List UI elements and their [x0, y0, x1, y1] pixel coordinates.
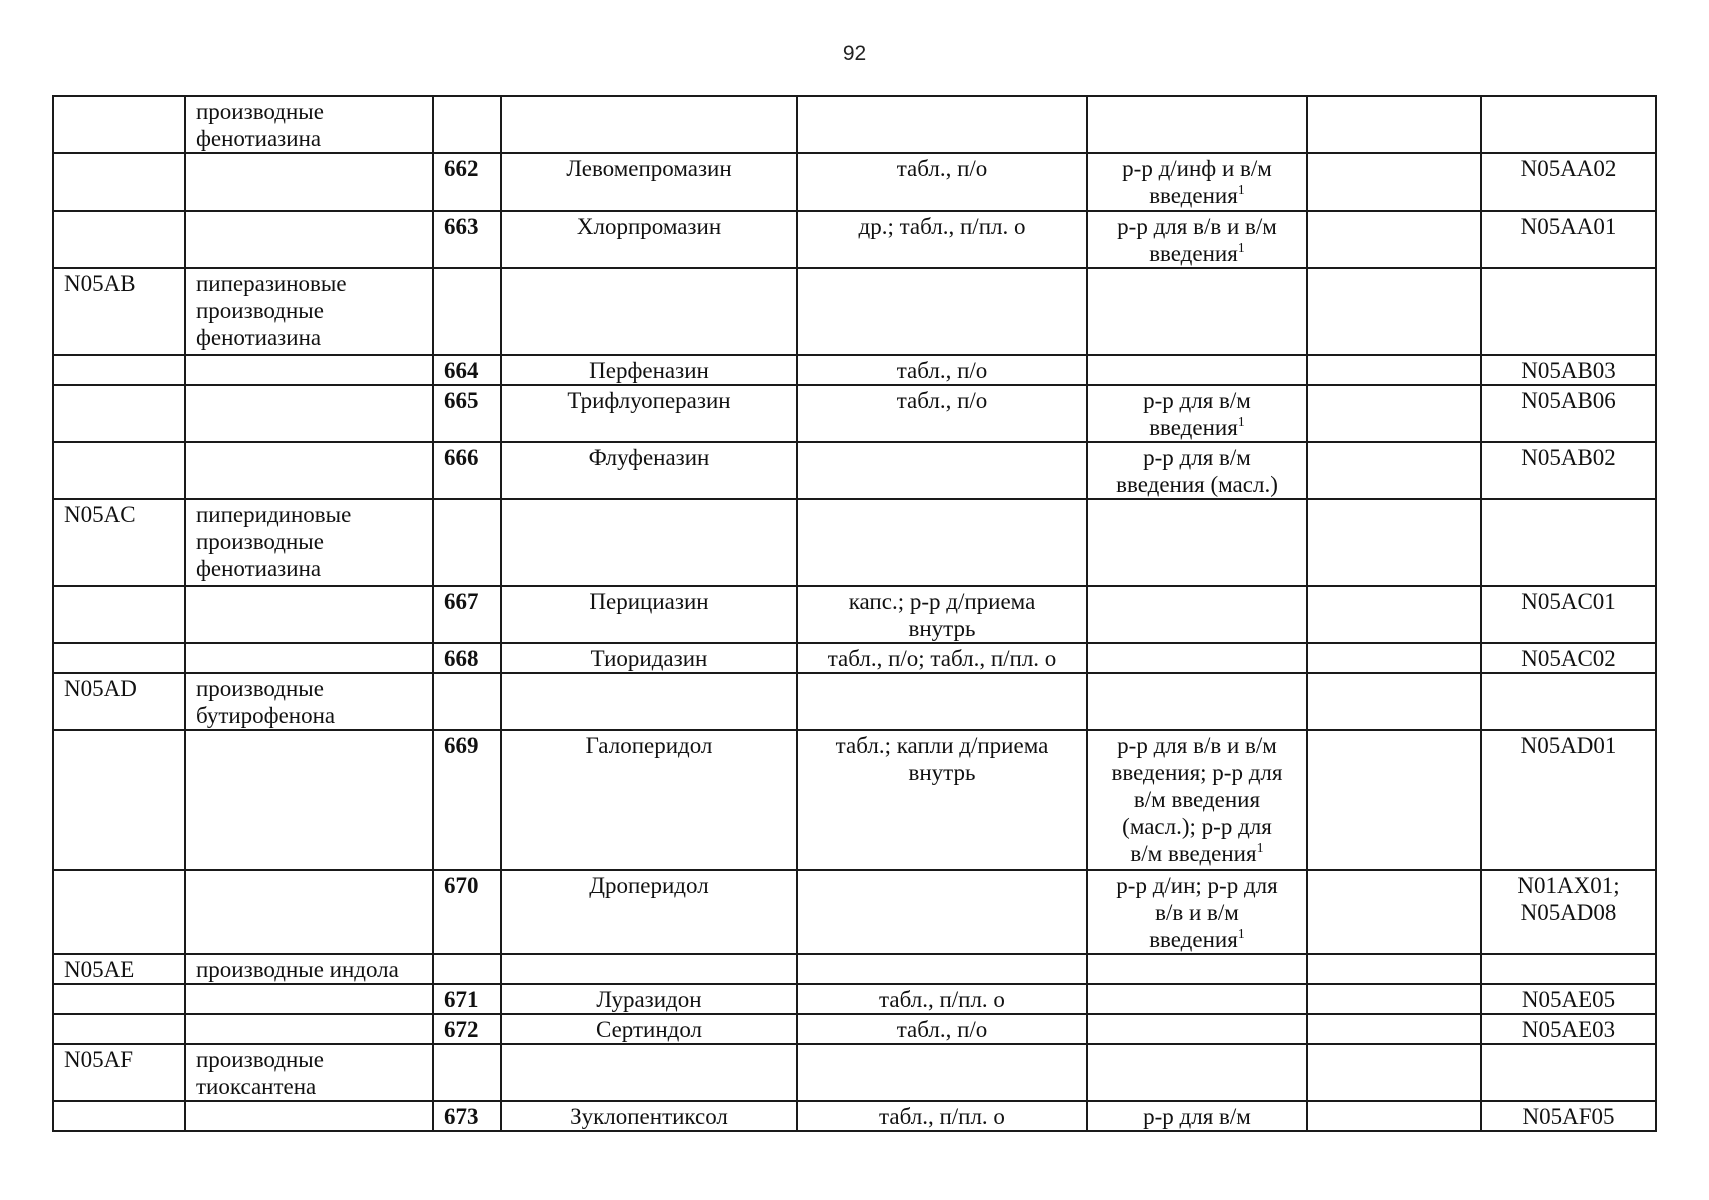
dosage-forms-cell	[797, 673, 1087, 730]
footnote-marker: 1	[1237, 241, 1245, 256]
dosage-forms-cell	[797, 870, 1087, 954]
atc-code-cell	[53, 96, 185, 153]
table-row	[53, 730, 1656, 870]
table-row	[53, 211, 1656, 268]
group-name-cell: производные фенотиазина	[185, 96, 433, 153]
item-number-cell	[433, 268, 501, 355]
item-number-cell: 667	[433, 586, 501, 643]
dosage-forms-cell: табл., п/о	[797, 355, 1087, 385]
table-body	[53, 96, 1656, 1131]
group-name-cell: производные тиоксантена	[185, 1044, 433, 1101]
injection-forms-cell	[1087, 1044, 1307, 1101]
extra-forms-cell	[1307, 1101, 1481, 1131]
injection-forms-cell	[1087, 1014, 1307, 1044]
group-name-cell	[185, 984, 433, 1014]
footnote-marker: 1	[1237, 927, 1245, 942]
item-number-cell: 670	[433, 870, 501, 954]
group-name-cell	[185, 1101, 433, 1131]
extra-forms-cell	[1307, 1044, 1481, 1101]
drug-name-cell: Перициазин	[501, 586, 797, 643]
table-row	[53, 499, 1656, 586]
injection-forms-cell	[1087, 954, 1307, 984]
drug-name-cell: Тиоридазин	[501, 643, 797, 673]
table-row	[53, 586, 1656, 643]
drug-name-cell: Левомепромазин	[501, 153, 797, 211]
footnote-marker: 1	[1237, 183, 1245, 198]
drug-list-table	[52, 95, 1657, 1132]
atc-code-cell	[53, 730, 185, 870]
dosage-forms-cell	[797, 268, 1087, 355]
dosage-forms-cell: табл.; капли д/приема внутрь	[797, 730, 1087, 870]
atc-code-cell	[53, 355, 185, 385]
atc-code-cell: N05AE	[53, 954, 185, 984]
atc-code-cell: N05AD	[53, 673, 185, 730]
atc-drug-code-cell: N05AA02	[1481, 153, 1656, 211]
atc-code-cell	[53, 586, 185, 643]
group-name-cell: пиперазиновые производные фенотиазина	[185, 268, 433, 355]
table-row	[53, 355, 1656, 385]
atc-code-cell	[53, 211, 185, 268]
extra-forms-cell	[1307, 984, 1481, 1014]
extra-forms-cell	[1307, 954, 1481, 984]
table-row	[53, 673, 1656, 730]
item-number-cell: 665	[433, 385, 501, 442]
atc-code-cell: N05AB	[53, 268, 185, 355]
group-name-cell	[185, 1014, 433, 1044]
group-name-cell: производные бутирофенона	[185, 673, 433, 730]
atc-drug-code-cell: N05AE03	[1481, 1014, 1656, 1044]
item-number-cell	[433, 96, 501, 153]
atc-code-cell: N05AC	[53, 499, 185, 586]
table-row	[53, 954, 1656, 984]
dosage-forms-cell	[797, 1044, 1087, 1101]
dosage-forms-cell: капс.; р-р д/приема внутрь	[797, 586, 1087, 643]
group-name-cell	[185, 385, 433, 442]
drug-name-cell	[501, 954, 797, 984]
extra-forms-cell	[1307, 385, 1481, 442]
table-row	[53, 1101, 1656, 1131]
injection-forms-cell	[1087, 984, 1307, 1014]
injection-forms-cell	[1087, 586, 1307, 643]
atc-drug-code-cell	[1481, 268, 1656, 355]
dosage-forms-cell: табл., п/о	[797, 1014, 1087, 1044]
drug-name-cell	[501, 1044, 797, 1101]
table-row	[53, 268, 1656, 355]
atc-code-cell	[53, 385, 185, 442]
atc-drug-code-cell: N05AD01	[1481, 730, 1656, 870]
injection-forms-cell: р-р для в/м	[1087, 1101, 1307, 1131]
table-row	[53, 385, 1656, 442]
extra-forms-cell	[1307, 96, 1481, 153]
atc-drug-code-cell: N05AF05	[1481, 1101, 1656, 1131]
extra-forms-cell	[1307, 499, 1481, 586]
extra-forms-cell	[1307, 355, 1481, 385]
item-number-cell: 666	[433, 442, 501, 499]
group-name-cell	[185, 643, 433, 673]
drug-name-cell: Флуфеназин	[501, 442, 797, 499]
extra-forms-cell	[1307, 643, 1481, 673]
table-row	[53, 153, 1656, 211]
drug-name-cell	[501, 673, 797, 730]
atc-code-cell	[53, 442, 185, 499]
drug-name-cell: Зуклопентиксол	[501, 1101, 797, 1131]
table-row	[53, 442, 1656, 499]
item-number-cell: 672	[433, 1014, 501, 1044]
atc-drug-code-cell: N05AB02	[1481, 442, 1656, 499]
drug-name-cell	[501, 96, 797, 153]
injection-forms-cell	[1087, 268, 1307, 355]
dosage-forms-cell: табл., п/пл. о	[797, 1101, 1087, 1131]
item-number-cell	[433, 673, 501, 730]
item-number-cell: 669	[433, 730, 501, 870]
atc-drug-code-cell: N05AC02	[1481, 643, 1656, 673]
injection-forms-cell	[1087, 643, 1307, 673]
item-number-cell: 671	[433, 984, 501, 1014]
injection-forms-cell: р-р для в/м введения (масл.)	[1087, 442, 1307, 499]
drug-name-cell: Перфеназин	[501, 355, 797, 385]
atc-code-cell	[53, 984, 185, 1014]
atc-code-cell	[53, 1014, 185, 1044]
dosage-forms-cell	[797, 499, 1087, 586]
drug-name-cell: Галоперидол	[501, 730, 797, 870]
table-row	[53, 96, 1656, 153]
page-number: 92	[842, 42, 867, 65]
injection-forms-cell: р-р для в/м введения$^1$	[1087, 385, 1307, 442]
drug-name-cell	[501, 499, 797, 586]
group-name-cell: пиперидиновые производные фенотиазина	[185, 499, 433, 586]
injection-forms-cell	[1087, 355, 1307, 385]
group-name-cell	[185, 153, 433, 211]
group-name-cell	[185, 730, 433, 870]
atc-code-cell	[53, 870, 185, 954]
extra-forms-cell	[1307, 673, 1481, 730]
drug-name-cell	[501, 268, 797, 355]
atc-drug-code-cell	[1481, 499, 1656, 586]
table-row	[53, 1014, 1656, 1044]
atc-code-cell	[53, 643, 185, 673]
atc-drug-code-cell: N05AA01	[1481, 211, 1656, 268]
injection-forms-cell	[1087, 673, 1307, 730]
atc-drug-code-cell: N05AC01	[1481, 586, 1656, 643]
extra-forms-cell	[1307, 153, 1481, 211]
atc-drug-code-cell	[1481, 954, 1656, 984]
extra-forms-cell	[1307, 442, 1481, 499]
drug-name-cell: Луразидон	[501, 984, 797, 1014]
footnote-marker: 1	[1256, 841, 1264, 856]
extra-forms-cell	[1307, 211, 1481, 268]
dosage-forms-cell: табл., п/о; табл., п/пл. о	[797, 643, 1087, 673]
injection-forms-cell: р-р д/ин; р-р для в/в и в/м введения$^1$	[1087, 870, 1307, 954]
atc-code-cell: N05AF	[53, 1044, 185, 1101]
atc-drug-code-cell: N05AB06	[1481, 385, 1656, 442]
dosage-forms-cell: табл., п/пл. о	[797, 984, 1087, 1014]
extra-forms-cell	[1307, 730, 1481, 870]
dosage-forms-cell	[797, 96, 1087, 153]
table-row	[53, 1044, 1656, 1101]
item-number-cell	[433, 499, 501, 586]
atc-drug-code-cell	[1481, 96, 1656, 153]
drug-name-cell: Трифлуоперазин	[501, 385, 797, 442]
table-row	[53, 984, 1656, 1014]
atc-drug-code-cell: N01AX01; N05AD08	[1481, 870, 1656, 954]
dosage-forms-cell: табл., п/о	[797, 153, 1087, 211]
injection-forms-cell	[1087, 96, 1307, 153]
extra-forms-cell	[1307, 870, 1481, 954]
dosage-forms-cell	[797, 442, 1087, 499]
group-name-cell	[185, 586, 433, 643]
item-number-cell: 662	[433, 153, 501, 211]
item-number-cell: 663	[433, 211, 501, 268]
group-name-cell	[185, 870, 433, 954]
dosage-forms-cell	[797, 954, 1087, 984]
group-name-cell	[185, 211, 433, 268]
table-row	[53, 870, 1656, 954]
group-name-cell	[185, 355, 433, 385]
drug-name-cell: Хлорпромазин	[501, 211, 797, 268]
atc-drug-code-cell	[1481, 673, 1656, 730]
drug-name-cell: Сертиндол	[501, 1014, 797, 1044]
extra-forms-cell	[1307, 586, 1481, 643]
extra-forms-cell	[1307, 268, 1481, 355]
extra-forms-cell	[1307, 1014, 1481, 1044]
item-number-cell	[433, 1044, 501, 1101]
atc-code-cell	[53, 153, 185, 211]
atc-drug-code-cell: N05AE05	[1481, 984, 1656, 1014]
item-number-cell: 668	[433, 643, 501, 673]
injection-forms-cell: р-р для в/в и в/м введения; р-р для в/м введения (масл.); р-р для в/м введения$^1$	[1087, 730, 1307, 870]
item-number-cell: 664	[433, 355, 501, 385]
table-row	[53, 643, 1656, 673]
drug-name-cell: Дроперидол	[501, 870, 797, 954]
atc-code-cell	[53, 1101, 185, 1131]
group-name-cell: производные индола	[185, 954, 433, 984]
dosage-forms-cell: др.; табл., п/пл. о	[797, 211, 1087, 268]
injection-forms-cell	[1087, 499, 1307, 586]
item-number-cell	[433, 954, 501, 984]
dosage-forms-cell: табл., п/о	[797, 385, 1087, 442]
footnote-marker: 1	[1237, 415, 1245, 430]
group-name-cell	[185, 442, 433, 499]
item-number-cell: 673	[433, 1101, 501, 1131]
atc-drug-code-cell: N05AB03	[1481, 355, 1656, 385]
atc-drug-code-cell	[1481, 1044, 1656, 1101]
injection-forms-cell: р-р д/инф и в/м введения$^1$	[1087, 153, 1307, 211]
injection-forms-cell: р-р для в/в и в/м введения$^1$	[1087, 211, 1307, 268]
